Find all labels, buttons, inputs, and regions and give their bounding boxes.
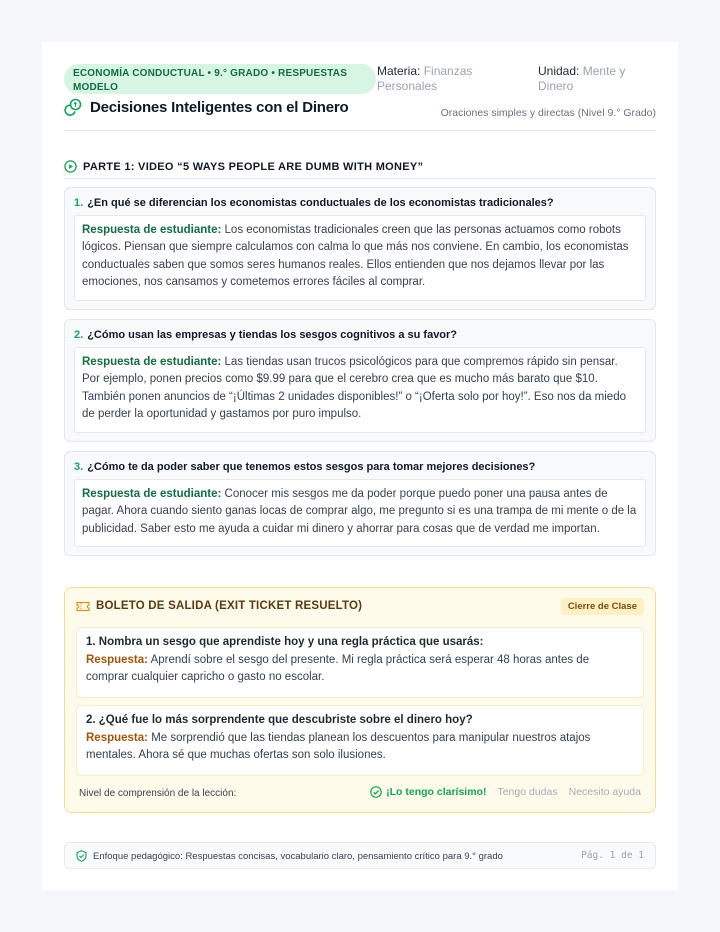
exit-ticket-title: BOLETO DE SALIDA (EXIT TICKET RESUELTO): [96, 600, 363, 612]
answer-text: Los economistas tradicionales creen que las personas actuamos como robots lógicos. Piensan que siempre calculamos con calma lo que más nos conviene. En cambio, los economistas conductuales saben que somos seres humanos reales. Ellos entienden que nos dejamos llevar por las emociones, nos cansamos y cometemos errores fáciles al comprar.: [82, 224, 629, 289]
question-text: ¿Cómo te da poder saber que tenemos estos sesgos para tomar mejores decisiones?: [87, 461, 536, 473]
footer-bar: [64, 842, 656, 869]
reading-level-note: Oraciones simples y directas (Nivel 9.° Grado): [440, 107, 656, 119]
ticket-answer-text: Aprendí sobre el sesgo del presente. Mi regla práctica será esperar 48 horas antes de comprar cualquier capricho o gasto no escolar.: [86, 654, 590, 684]
unit-value: Mente y Dinero: [538, 64, 626, 93]
page-number: Pág. 1 de 1: [581, 850, 644, 861]
question-text: ¿En qué se diferencian los economistas conductuales de los economistas tradicionales?: [87, 197, 554, 209]
subject-meta: [377, 64, 517, 94]
question-number: 1.: [74, 197, 84, 209]
class-closing-tag: Cierre de Clase: [561, 598, 644, 615]
title-row: [64, 98, 349, 116]
pedagogical-note-text: Enfoque pedagógico: Respuestas concisas, vocabulario claro, pensamiento crítico para 9.° grado: [93, 850, 503, 862]
question-number: 2.: [74, 329, 84, 341]
level-option-doubts[interactable]: Tengo dudas: [497, 786, 558, 798]
level-option-clear[interactable]: [370, 786, 486, 798]
answer-label: Respuesta de estudiante:: [82, 224, 222, 236]
question-title: [74, 461, 535, 473]
ticket-question: [76, 627, 644, 698]
answer-label: Respuesta de estudiante:: [82, 356, 222, 368]
part1-divider: [64, 178, 656, 179]
question-card: [64, 451, 656, 556]
comprehension-label: Nivel de comprensión de la lección:: [79, 788, 237, 799]
question-text: ¿Cómo usan las empresas y tiendas los sesgos cognitivos a su favor?: [87, 329, 458, 341]
category-badge: ECONOMÍA CONDUCTUAL • 9.° GRADO • RESPUESTAS MODELO: [64, 64, 376, 94]
ticket-answer-label: Respuesta:: [86, 654, 148, 666]
comprehension-options: [359, 786, 641, 798]
part1-heading: [64, 160, 423, 173]
unit-meta: [538, 64, 663, 94]
ticket-answer: [86, 652, 634, 687]
ticket-icon: [76, 601, 90, 612]
ticket-question: [76, 705, 644, 776]
level-option-help[interactable]: Necesito ayuda: [568, 786, 641, 798]
ticket-question-text: 2. ¿Qué fue lo más sorprendente que descubriste sobre el dinero hoy?: [86, 714, 473, 726]
subject-value: Finanzas Personales: [377, 64, 473, 93]
ticket-question-text: 1. Nombra un sesgo que aprendiste hoy y una regla práctica que usarás:: [86, 636, 484, 648]
header-divider: [64, 130, 656, 131]
part1-heading-text: PARTE 1: VIDEO “5 WAYS PEOPLE ARE DUMB WITH MONEY”: [83, 160, 424, 173]
pedagogical-note: [76, 850, 503, 862]
answer-label: Respuesta de estudiante:: [82, 488, 222, 500]
subject-label: Materia:: [377, 64, 421, 78]
exit-ticket: [64, 587, 656, 813]
level-option-label: ¡Lo tengo clarísimo!: [386, 786, 487, 798]
play-circle-icon: [64, 160, 77, 173]
page-title: Decisiones Inteligentes con el Dinero: [90, 98, 349, 116]
answer-text: Las tiendas usan trucos psicológicos para que compremos rápido sin pensar. Por ejemplo, ponen precios como $9.99 para que el cerebro crea que es mucho más barato que $10. También ponen anuncios de “¡Últimas 2 unidades disponibles!” o “¡Oferta solo por hoy!”. Eso nos da miedo de perder la oportunidad y gastamos por puro impulso.: [82, 356, 626, 421]
coins-icon: [64, 98, 82, 116]
question-title: [74, 197, 554, 209]
answer-box: [74, 215, 646, 301]
exit-ticket-heading: [76, 600, 362, 612]
ticket-answer-text: Me sorprendió que las tiendas planean los descuentos para manipular nuestros atajos mentales. Ahora sé que muchas ofertas son solo ilusiones.: [86, 732, 591, 762]
question-card: [64, 187, 656, 310]
shield-check-icon: [76, 850, 87, 862]
question-title: [74, 329, 457, 341]
question-number: 3.: [74, 461, 84, 473]
unit-label: Unidad:: [538, 64, 580, 78]
answer-text: Conocer mis sesgos me da poder porque puedo poner una pausa antes de pagar. Ahora cuando siento ganas locas de comprar algo, me pregunto si es una trampa de mi mente o de la publicidad. Saber esto me ayuda a cuidar mi dinero y ahorrar para cosas que de verdad me importan.: [82, 488, 637, 535]
ticket-answer: [86, 730, 634, 765]
ticket-answer-label: Respuesta:: [86, 732, 148, 744]
worksheet-page: [42, 42, 678, 890]
answer-box: [74, 479, 646, 547]
answer-box: [74, 347, 646, 433]
check-circle-icon: [370, 786, 382, 798]
question-card: [64, 319, 656, 442]
